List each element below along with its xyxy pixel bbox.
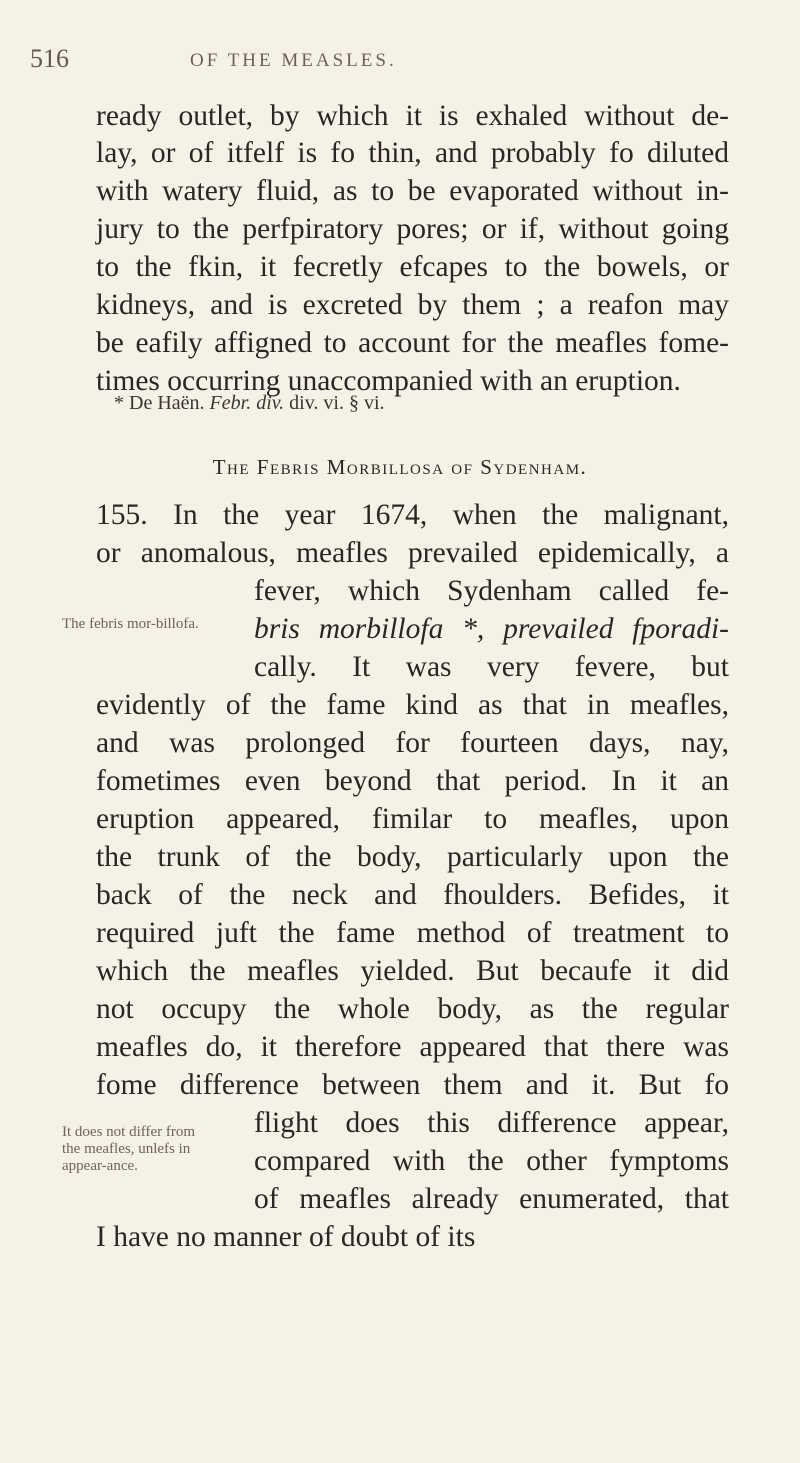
text-line: the trunk of the body, particularly upon the bbox=[96, 841, 729, 873]
text-line: times occurring unaccompanied with an eruption. bbox=[96, 365, 681, 397]
margin-note-febris: The febris mor-billofa. bbox=[62, 616, 199, 632]
text-line: to the fkin, it fecretly efcapes to the bowels, or bbox=[96, 251, 729, 283]
italic-text: bris morbillofa *, prevailed fporadi- bbox=[254, 613, 729, 645]
text-line: and was prolonged for fourteen days, nay, bbox=[96, 727, 729, 759]
text-line: fever, which Sydenham called fe- bbox=[254, 575, 729, 607]
footnote-marker: * bbox=[114, 392, 124, 414]
footnote bbox=[114, 390, 385, 416]
text-line bbox=[254, 610, 729, 648]
text-line: ready outlet, by which it is exhaled without de- bbox=[96, 100, 729, 132]
text-line: which the meafles yielded. But becaufe it did bbox=[96, 955, 729, 987]
text-line: kidneys, and is excreted by them ; a reafon may bbox=[96, 289, 729, 321]
text-line: I have no manner of doubt of its bbox=[96, 1221, 476, 1253]
text-line: be eafily affigned to account for the meafles fome- bbox=[96, 327, 729, 359]
text-line: with watery fluid, as to be evaporated without in- bbox=[96, 175, 729, 207]
section-heading: The Febris Morbillosa of Sydenham. bbox=[212, 455, 588, 479]
text-line: required juft the fame method of treatment to bbox=[96, 917, 729, 949]
text-line: lay, or of itfelf is fo thin, and probably fo diluted bbox=[96, 137, 729, 169]
margin-note-difference: It does not differ from the meafles, unlefs in appear-ance. bbox=[62, 1124, 196, 1174]
text-line: jury to the perfpiratory pores; or if, without going bbox=[96, 213, 729, 245]
text-line: flight does this difference appear, bbox=[254, 1107, 729, 1139]
page-header bbox=[30, 36, 770, 76]
text-line: fome difference between them and it. But fo bbox=[96, 1069, 729, 1101]
text-line: compared with the other fymptoms bbox=[254, 1145, 729, 1177]
footnote-ref: div. vi. § vi. bbox=[289, 392, 385, 414]
text-line: fometimes even beyond that period. In it an bbox=[96, 765, 729, 797]
running-head: OF THE MEASLES. bbox=[190, 50, 397, 71]
footnote-work: Febr. div. bbox=[209, 392, 285, 414]
text-line: or anomalous, meafles prevailed epidemically, a bbox=[96, 537, 729, 569]
page-number: 516 bbox=[30, 44, 69, 73]
text-line: eruption appeared, fimilar to meafles, upon bbox=[96, 803, 729, 835]
footnote-author: De Haën. bbox=[129, 392, 205, 414]
text-line: not occupy the whole body, as the regular bbox=[96, 993, 729, 1025]
text-line: evidently of the fame kind as that in meafles, bbox=[96, 689, 729, 721]
text-line: meafles do, it therefore appeared that there was bbox=[96, 1031, 729, 1063]
text-line: cally. It was very fevere, but bbox=[254, 651, 729, 683]
text-line: 155. In the year 1674, when the malignant, bbox=[96, 499, 729, 531]
text-line: of meafles already enumerated, that bbox=[254, 1183, 729, 1215]
text-line: back of the neck and fhoulders. Befides, it bbox=[96, 879, 729, 911]
